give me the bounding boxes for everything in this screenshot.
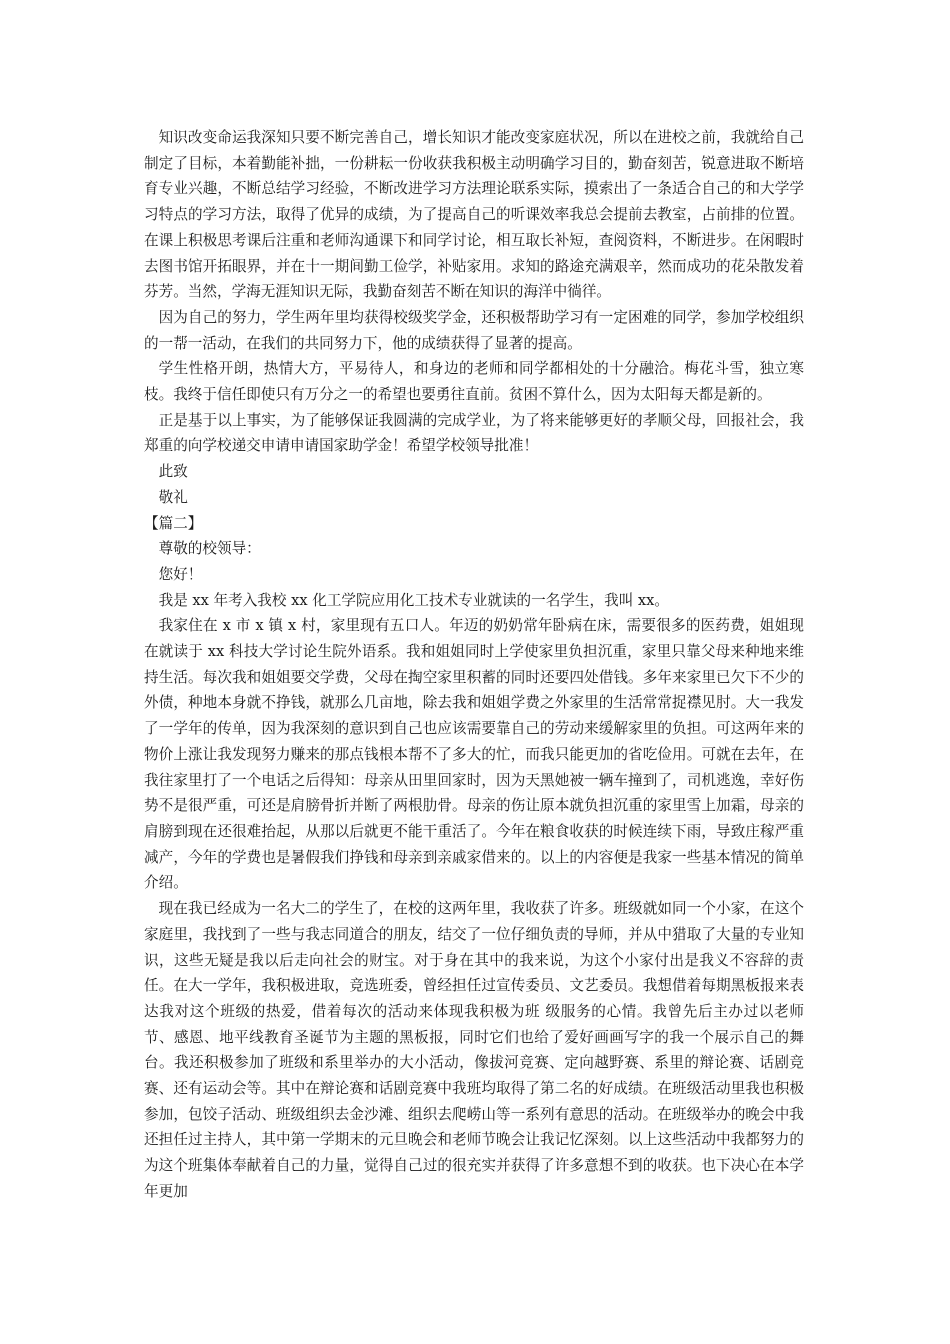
paragraph-knowledge: 知识改变命运我深知只要不断完善自己，增长知识才能改变家庭状况，所以在进校之前，我就给自己制定了目标，本着勤能补拙，一份耕耘一份收获我积极主动明确学习目的，勤奋刻苦，锐意进取不断培育专业兴趣，不断总结学习经验，不断改进学习方法理论联系实际，摸索出了一条适合自己的和大学学习特点的学习方法，取得了优异的成绩，为了提高自己的听课效率我总会提前去教室，占前排的位置。在课上积极思考课后注重和老师沟通课下和同学讨论，相互取长补短，查阅资料，不断进步。在闲暇时去图书馆开拓眼界，并在十一期间勤工俭学，补贴家用。求知的路途充满艰辛，然而成功的花朵散发着芬芳。当然，学海无涯知识无际，我勤奋刻苦不断在知识的海洋中徜徉。 bbox=[144, 129, 804, 301]
closing-jingli: 敬礼 bbox=[158, 488, 188, 506]
document-page bbox=[144, 125, 804, 1205]
paragraph-personality: 学生性格开朗，热情大方，平易待人，和身边的老师和同学都相处的十分融洽。梅花斗雪，独立寒枝。我终于信任即使只有万分之一的希望也要勇往直前。贫困不算什么，因为太阳每天都是新的。 bbox=[144, 360, 804, 404]
salutation: 尊敬的校领导： bbox=[158, 540, 261, 558]
section-heading: 【篇二】 bbox=[144, 514, 203, 532]
paragraph-scholarship: 因为自己的努力，学生两年里均获得校级奖学金，还积极帮助学习有一定困难的同学，参加学校组织的一帮一活动，在我们的共同努力下，他的成绩获得了显著的提高。 bbox=[144, 308, 804, 352]
paragraph-class-life: 现在我已经成为一名大二的学生了，在校的这两年里，我收获了许多。班级就如同一个小家，在这个家庭里，我找到了一些与我志同道合的朋友，结交了一位仔细负责的导师，并从中猎取了大量的专业知识，这些无疑是我以后走向社会的财宝。对于身在其中的我来说，为这个小家付出是我义不容辞的责任。在大一学年，我积极进取，竞选班委，曾经担任过宣传委员、文艺委员。我想借着每期黑板报来表达我对这个班级的热爱，借着每次的活动来体现我积极为班 级服务的心情。我曾先后主办过以老师节、感恩、地平线教育圣诞节为主题的黑板报，同时它们也给了爱好画画写字的我一个展示自己的舞台。我还积极参加了班级和系里举办的大小活动，像拔河竞赛、定向越野赛、系里的辩论赛、话剧竞赛、还有运动会等。其中在辩论赛和话剧竞赛中我班均取得了第二名的好成绩。在班级活动里我也积极参加，包饺子活动、班级组织去金沙滩、组织去爬崂山等一系列有意思的活动。在班级举办的晚会中我还担任过主持人，其中第一学期末的元旦晚会和老师节晚会让我记忆深刻。以上这些活动中我都努力的为这个班集体奉献着自己的力量，觉得自己过的很充实并获得了许多意想不到的收获。也下决心在本学年更加 bbox=[144, 900, 804, 1200]
paragraph-application: 正是基于以上事实，为了能够保证我圆满的完成学业，为了将来能够更好的孝顺父母，回报社会，我郑重的向学校递交申请申请国家助学金！希望学校领导批准！ bbox=[144, 411, 804, 455]
paragraph-family: 我家住在 x 市 x 镇 x 村，家里现有五口人。年迈的奶奶常年卧病在床，需要很多的医药费，姐姐现在就读于 xx 科技大学讨论生院外语系。我和姐姐同时上学使家里负担沉重，家里只靠父母来种地来维持生活。每次我和姐姐要交学费，父母在掏空家里积蓄的同时还要四处借钱。多年来家里已欠下不少的外债，种地本身就不挣钱，就那么几亩地，除去我和姐姐学费之外家里的生活常常捉襟见肘。大一我发了一学年的传单，因为我深刻的意识到自己也应该需要靠自己的劳动来缓解家里的负担。可这两年来的物价上涨让我发现努力赚来的那点钱根本帮不了多大的忙，而我只能更加的省吃俭用。可就在去年，在我往家里打了一个电话之后得知：母亲从田里回家时，因为天黑她被一辆车撞到了，司机逃逸，幸好伤势不是很严重，可还是肩膀骨折并断了两根肋骨。母亲的伤让原本就负担沉重的家里雪上加霜，母亲的肩膀到现在还很难抬起，从那以后就更不能干重活了。今年在粮食收获的时候连续下雨，导致庄稼严重减产，今年的学费也是暑假我们挣钱和母亲到亲戚家借来的。以上的内容便是我家一些基本情况的简单介绍。 bbox=[144, 617, 804, 892]
closing-cizhi: 此致 bbox=[158, 463, 188, 481]
greeting: 您好！ bbox=[158, 565, 203, 583]
paragraph-intro: 我是 xx 年考入我校 xx 化工学院应用化工技术专业就读的一名学生，我叫 xx。 bbox=[158, 591, 669, 609]
